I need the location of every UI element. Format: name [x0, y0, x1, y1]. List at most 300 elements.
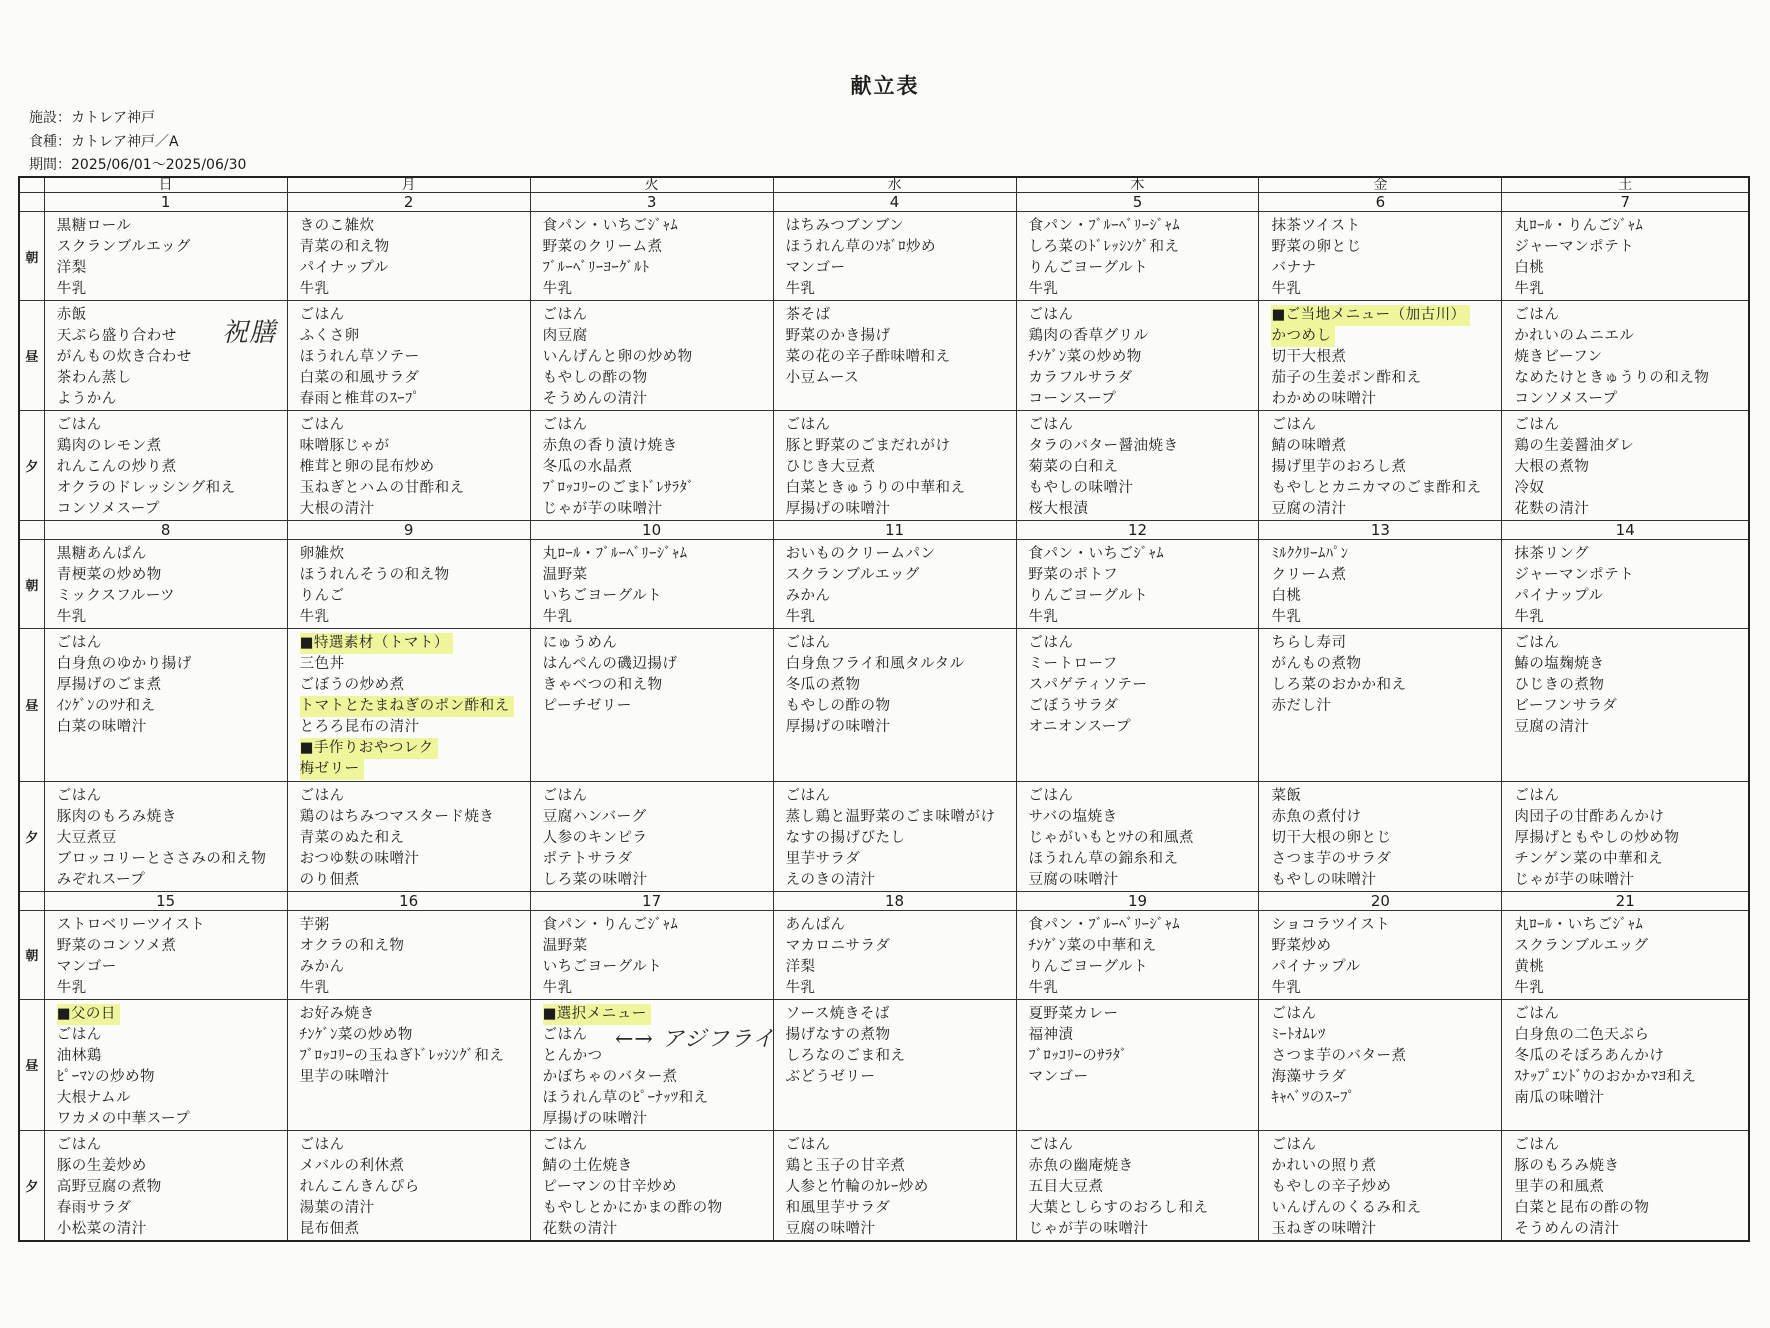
dish-line [300, 1176, 530, 1197]
dish-line [1514, 1003, 1748, 1024]
corner-cell [19, 177, 44, 193]
dish-item: 白菜の和風サラダ [299, 370, 420, 387]
menu-cell [773, 1130, 1016, 1241]
highlighted-dish-item: ■ご当地メニュー（加古川） [1271, 305, 1469, 326]
dish-item: ショコラツイスト [1271, 916, 1391, 933]
dish-line [786, 1197, 1016, 1218]
dish-item: ごはん [1514, 1136, 1560, 1153]
dish-item: コンソメスープ [56, 501, 160, 518]
menu-cell [1259, 1130, 1502, 1241]
dish-item: ﾁﾝｹﾞﾝ菜の中華和え [1028, 937, 1157, 954]
dish-item: 厚揚げの味噌汁 [785, 501, 891, 518]
dish-line [543, 414, 773, 435]
dish-line [1029, 606, 1259, 627]
dish-item: 茶そば [785, 307, 831, 324]
dish-line [1029, 653, 1259, 674]
dish-item: カラフルサラダ [1028, 370, 1133, 387]
dish-item: 鶏肉の香草グリル [1028, 328, 1149, 345]
weekday-header: 水 [773, 177, 1016, 193]
menu-cell [44, 999, 287, 1130]
date-cell: 1 [44, 193, 287, 212]
dish-line [1029, 977, 1259, 998]
menu-cell [287, 212, 530, 301]
meal-row [19, 999, 1749, 1130]
dish-item: ストロベリーツイスト [56, 916, 206, 933]
dish-line [786, 585, 1016, 606]
date-cell: 17 [530, 891, 773, 910]
dish-line [1514, 1024, 1748, 1045]
dish-line [543, 1134, 773, 1155]
dish-line [300, 737, 530, 758]
dish-line [57, 914, 287, 935]
dish-line [300, 1218, 530, 1239]
dish-line [1514, 414, 1748, 435]
dish-item: 食パン・ﾌﾞﾙｰﾍﾞﾘｰｼﾞｬﾑ [1028, 916, 1181, 933]
dish-line [300, 935, 530, 956]
date-cell: 21 [1502, 891, 1749, 910]
dish-item: あんぱん [785, 916, 846, 933]
date-cell: 2 [287, 193, 530, 212]
dish-line [57, 956, 287, 977]
dish-item: 小豆ムース [785, 370, 860, 387]
dish-line [786, 632, 1016, 653]
dish-item: 牛乳 [1514, 979, 1545, 996]
dish-item: 春雨と椎茸のｽｰﾌﾟ [299, 391, 421, 408]
dish-item: 里芋の和風煮 [1514, 1178, 1605, 1195]
dish-item: 白身魚フライ和風タルタル [785, 656, 965, 673]
dish-item: 赤魚の煮付け [1271, 808, 1362, 825]
meal-label: 夕 [19, 1130, 44, 1241]
dish-item: ごはん [1028, 787, 1074, 804]
dish-line [1029, 935, 1259, 956]
dish-line [543, 1087, 773, 1108]
dish-line [300, 1197, 530, 1218]
dish-item: ごはん [1514, 307, 1560, 324]
dish-line [1271, 456, 1501, 477]
menu-cell [530, 999, 776, 1130]
menu-cell [530, 301, 773, 411]
dish-line [57, 977, 287, 998]
dish-item: スクランブルエッグ [56, 239, 191, 256]
dish-line [300, 325, 530, 346]
dish-item: 食パン・いちごｼﾞｬﾑ [542, 218, 679, 235]
dish-item: 白菜ときゅうりの中華和え [785, 480, 966, 497]
handwritten-note-iwai: 祝膳 [222, 318, 277, 348]
dish-item: もやしの酢の物 [785, 698, 891, 715]
menu-cell [1016, 212, 1259, 301]
menu-cell [1259, 629, 1502, 781]
dish-item: じゃが芋の味噌汁 [1514, 871, 1635, 888]
dish-line [300, 827, 530, 848]
dish-line [1029, 278, 1259, 299]
dish-line [1514, 346, 1748, 367]
dish-item: 豆腐の味噌汁 [1028, 871, 1119, 888]
highlighted-dish-item: ■特選素材（トマト） [300, 633, 453, 654]
dish-item: 丸ﾛｰﾙ・いちごｼﾞｬﾑ [1514, 916, 1644, 933]
menu-cell [1259, 411, 1502, 521]
dish-line [57, 585, 287, 606]
dish-line [1029, 1066, 1259, 1087]
date-cell: 13 [1259, 521, 1502, 540]
dish-item: 切干大根の卵とじ [1271, 829, 1392, 846]
dish-item: みかん [785, 588, 831, 605]
dish-item: 里芋の味噌汁 [299, 1068, 390, 1085]
dish-line [57, 827, 287, 848]
dish-line [1029, 806, 1259, 827]
date-cell: 15 [44, 891, 287, 910]
dish-item: 冬瓜の煮物 [785, 677, 861, 694]
dish-item: ごはん [1271, 1136, 1317, 1153]
date-cell: 20 [1259, 891, 1502, 910]
dish-line [57, 869, 287, 890]
dish-item: 鶏の生姜醤油ダレ [1514, 438, 1635, 455]
menu-cell [1016, 1130, 1259, 1241]
dish-line [1514, 606, 1748, 627]
dish-item: もやしの辛子炒め [1271, 1178, 1392, 1195]
dish-line [1271, 1024, 1501, 1045]
menu-cell [1016, 411, 1259, 521]
dish-line [786, 477, 1016, 498]
dish-line [1029, 215, 1259, 236]
menu-cell [1259, 212, 1502, 301]
dish-line [1514, 977, 1748, 998]
dish-line [543, 1066, 773, 1087]
dish-line [1271, 1197, 1501, 1218]
dish-item: ごはん [1514, 1005, 1560, 1022]
dish-line [57, 606, 287, 627]
dish-line [1029, 914, 1259, 935]
dish-item: かれいの照り煮 [1271, 1157, 1377, 1174]
dish-item: もやしの味噌汁 [1028, 480, 1134, 497]
dish-line [786, 1218, 1016, 1239]
dish-line [1514, 869, 1748, 890]
dish-line [543, 477, 773, 498]
dish-item: ﾁﾝｹﾞﾝ菜の炒め物 [1028, 349, 1142, 366]
menu-cell [1502, 781, 1749, 891]
dish-item: 牛乳 [785, 609, 816, 626]
dish-line [1514, 564, 1748, 585]
dish-line [543, 785, 773, 806]
dish-item: ｷｬﾍﾞﾂのｽｰﾌﾟ [1271, 1089, 1356, 1106]
dish-line [786, 564, 1016, 585]
dish-item: ﾌﾞﾛｯｺﾘｰのｻﾗﾀﾞ [1028, 1047, 1128, 1064]
dish-line [1514, 367, 1748, 388]
dish-line [57, 1155, 287, 1176]
dish-line [1271, 414, 1501, 435]
dish-item: 牛乳 [1028, 979, 1059, 996]
dish-item: 牛乳 [56, 979, 87, 996]
dish-line [543, 257, 773, 278]
date-cell: 19 [1016, 891, 1259, 910]
meal-label: 朝 [19, 212, 44, 301]
menu-cell [44, 781, 287, 891]
dish-item: さつま芋のサラダ [1271, 850, 1392, 867]
dish-line [300, 257, 530, 278]
dish-item: 赤魚の香り漬け焼き [542, 438, 678, 455]
dish-line [786, 367, 1016, 388]
dish-item: ごはん [1028, 1136, 1074, 1153]
dish-line [1029, 1218, 1259, 1239]
dish-item: 鯖の味噌煮 [1271, 438, 1347, 455]
dish-line [786, 435, 1016, 456]
dish-line [1271, 1218, 1501, 1239]
dish-line [1029, 1045, 1259, 1066]
dish-line [1514, 215, 1748, 236]
dish-item: もやしの味噌汁 [1271, 871, 1377, 888]
dish-item: 福神漬 [1028, 1026, 1074, 1043]
dish-item: タラのバター醤油焼き [1028, 438, 1179, 455]
dish-line [786, 935, 1016, 956]
dish-line [300, 435, 530, 456]
menu-cell [1502, 540, 1749, 629]
dish-item: 牛乳 [542, 281, 573, 298]
dish-line [1029, 869, 1259, 890]
dish-item: りんごヨーグルト [1028, 958, 1149, 975]
menu-cell [287, 781, 530, 891]
dish-item: にゅうめん [542, 635, 618, 652]
dish-item: 厚揚げの味噌汁 [785, 719, 891, 736]
dish-item: 春雨サラダ [56, 1199, 132, 1216]
dish-item: 食パン・りんごｼﾞｬﾑ [542, 916, 679, 933]
dish-line [300, 1045, 530, 1066]
dish-item: 大豆煮豆 [56, 829, 117, 846]
dish-line [300, 653, 530, 674]
menu-cell [287, 540, 530, 629]
dish-item: もやしとかにかまの酢の物 [542, 1199, 723, 1216]
dish-item: ｲﾝｹﾞﾝのﾂﾅ和え [56, 698, 156, 715]
dish-line [57, 564, 287, 585]
dish-item: おつゆ麩の味噌汁 [299, 850, 420, 867]
dish-line [786, 257, 1016, 278]
dish-item: ふくさ卵 [299, 328, 360, 345]
dish-item: ひじき大豆煮 [785, 459, 876, 476]
date-cell: 10 [530, 521, 773, 540]
menu-cell [1502, 301, 1749, 411]
date-cell: 8 [44, 521, 287, 540]
menu-cell [44, 1130, 287, 1241]
dish-line [1514, 935, 1748, 956]
dish-line [300, 414, 530, 435]
dish-item: ピーチゼリー [542, 698, 632, 715]
dish-item: 人参と竹輪のｶﾚｰ炒め [785, 1178, 929, 1195]
dish-item: マンゴー [1028, 1068, 1089, 1085]
menu-cell [530, 212, 773, 301]
dish-line [786, 325, 1016, 346]
dish-item: 牛乳 [1271, 609, 1302, 626]
dish-item: 豆腐の味噌汁 [785, 1220, 876, 1237]
dish-line [1029, 1176, 1259, 1197]
dish-line [543, 1108, 773, 1129]
menu-cell [530, 910, 773, 999]
dish-item: 芋粥 [299, 916, 330, 933]
dish-line [543, 1003, 773, 1024]
dish-item: きのこ雑炊 [299, 218, 375, 235]
dish-line [1271, 543, 1501, 564]
dish-line [1271, 606, 1501, 627]
menu-cell [1259, 999, 1502, 1130]
dish-item: お好み焼き [299, 1005, 375, 1022]
dish-line [1029, 388, 1259, 409]
dish-line [786, 695, 1016, 716]
dish-item: ブロッコリーとささみの和え物 [56, 850, 267, 867]
dish-item: ごはん [299, 1136, 345, 1153]
dish-line [57, 716, 287, 737]
dish-line [543, 956, 773, 977]
dish-line [57, 806, 287, 827]
dish-line [786, 956, 1016, 977]
dish-line [1271, 806, 1501, 827]
dish-line [1029, 367, 1259, 388]
dish-item: 牛乳 [1028, 281, 1059, 298]
dish-line [1029, 1024, 1259, 1045]
dish-item: 厚揚げともやしの炒め物 [1514, 829, 1680, 846]
dish-item: ﾌﾞﾛｯｺﾘｰのごまﾄﾞﾚｻﾗﾀﾞ [542, 480, 695, 497]
menu-cell [1016, 910, 1259, 999]
meal-label: 朝 [19, 540, 44, 629]
menu-cell [1016, 540, 1259, 629]
menu-cell [44, 212, 287, 301]
dish-line [1271, 653, 1501, 674]
dish-item: ごはん [1271, 1005, 1317, 1022]
meal-label: 朝 [19, 910, 44, 999]
date-cell: 6 [1259, 193, 1502, 212]
dish-line [543, 346, 773, 367]
dish-line [300, 695, 530, 716]
date-cell: 11 [773, 521, 1016, 540]
dish-line [57, 215, 287, 236]
dish-line [300, 606, 530, 627]
dish-item: 洋梨 [56, 260, 87, 277]
dish-item: なすの揚げびたし [785, 829, 906, 846]
dish-line [786, 848, 1016, 869]
dish-item: みぞれスープ [56, 871, 146, 888]
dish-item: 大葉としらすのおろし和え [1028, 1199, 1209, 1216]
dish-line [300, 1134, 530, 1155]
dish-item: はんぺんの磯辺揚げ [542, 656, 678, 673]
dish-line [57, 1218, 287, 1239]
dish-line [57, 477, 287, 498]
dish-line [786, 1155, 1016, 1176]
dish-item: スクランブルエッグ [1514, 937, 1649, 954]
dish-item: 菜飯 [1271, 787, 1302, 804]
dish-line [786, 827, 1016, 848]
date-cell: 4 [773, 193, 1016, 212]
dish-item: ごぼうサラダ [1028, 698, 1119, 715]
dish-line [57, 498, 287, 519]
dish-line [786, 304, 1016, 325]
dish-line [543, 1218, 773, 1239]
dish-line [57, 653, 287, 674]
dish-line [1271, 632, 1501, 653]
dish-item: マカロニサラダ [785, 937, 891, 954]
dish-line [786, 977, 1016, 998]
dish-line [1514, 674, 1748, 695]
dish-item: ごはん [56, 635, 102, 652]
menu-cell [773, 781, 1016, 891]
dish-line [300, 346, 530, 367]
dish-item: 赤飯 [56, 307, 87, 324]
dish-item: もやしの酢の物 [542, 370, 648, 387]
dish-line [300, 848, 530, 869]
dish-item: いちごヨーグルト [542, 588, 663, 605]
dish-item: ごはん [299, 787, 345, 804]
dish-line [786, 716, 1016, 737]
dish-line [300, 806, 530, 827]
dish-line [57, 257, 287, 278]
dish-item: 牛乳 [542, 609, 573, 626]
dish-item: ごはん [56, 417, 102, 434]
dish-line [1271, 1045, 1501, 1066]
dish-line [1029, 1003, 1259, 1024]
dish-line [1271, 1134, 1501, 1155]
dish-line [1029, 257, 1259, 278]
highlighted-dish-item: 梅ゼリー [300, 759, 364, 780]
menu-cell [1502, 1130, 1749, 1241]
dish-line [1514, 585, 1748, 606]
weekday-header: 金 [1259, 177, 1502, 193]
dish-line [1514, 632, 1748, 653]
dish-item: そうめんの清汁 [542, 391, 648, 408]
dish-line [1514, 456, 1748, 477]
dish-item: 野菜のクリーム煮 [542, 239, 663, 256]
date-row-label [19, 193, 44, 212]
dish-item: バナナ [1271, 260, 1317, 277]
document-title: 献立表 [850, 74, 920, 98]
date-cell: 14 [1502, 521, 1749, 540]
dish-line [543, 215, 773, 236]
dish-item: コーンスープ [1028, 391, 1117, 408]
dish-item: はちみつブンブン [785, 218, 905, 235]
dish-item: のり佃煮 [299, 871, 360, 888]
dish-item: とんかつ [542, 1047, 603, 1064]
dish-line [543, 632, 773, 653]
dish-line [300, 1155, 530, 1176]
dish-line [1271, 848, 1501, 869]
menu-cell [773, 629, 1016, 781]
dish-item: しろ菜のﾄﾞﾚｯｼﾝｸﾞ和え [1028, 239, 1180, 256]
dish-item: 肉豆腐 [542, 328, 588, 345]
dish-line [543, 435, 773, 456]
dish-line [1029, 632, 1259, 653]
dish-item: ほうれんそうの和え物 [299, 567, 450, 584]
dish-item: しろ菜の味噌汁 [542, 871, 648, 888]
dish-line [57, 695, 287, 716]
dish-line [1271, 236, 1501, 257]
dish-line [1514, 1176, 1748, 1197]
dish-item: 牛乳 [1271, 979, 1302, 996]
dish-item: 高野豆腐の煮物 [56, 1178, 162, 1195]
dish-line [543, 304, 773, 325]
dish-line [1271, 695, 1501, 716]
dish-line [1271, 435, 1501, 456]
meal-row [19, 910, 1749, 999]
dish-item: 牛乳 [1028, 609, 1059, 626]
menu-cell [530, 1130, 773, 1241]
dish-line [1514, 1134, 1748, 1155]
dish-item: 夏野菜カレー [1028, 1005, 1119, 1022]
dish-line [1029, 304, 1259, 325]
dish-item: ごはん [1514, 635, 1560, 652]
dish-item: パイナップル [1514, 588, 1604, 605]
dish-item: ごはん [785, 787, 831, 804]
date-cell: 7 [1502, 193, 1749, 212]
highlighted-dish-item: トマトとたまねぎのポン酢和え [300, 696, 514, 717]
dish-line [1271, 498, 1501, 519]
dish-item: 青菜の和え物 [299, 239, 390, 256]
dish-line [786, 914, 1016, 935]
dish-line [543, 236, 773, 257]
dish-line [300, 477, 530, 498]
